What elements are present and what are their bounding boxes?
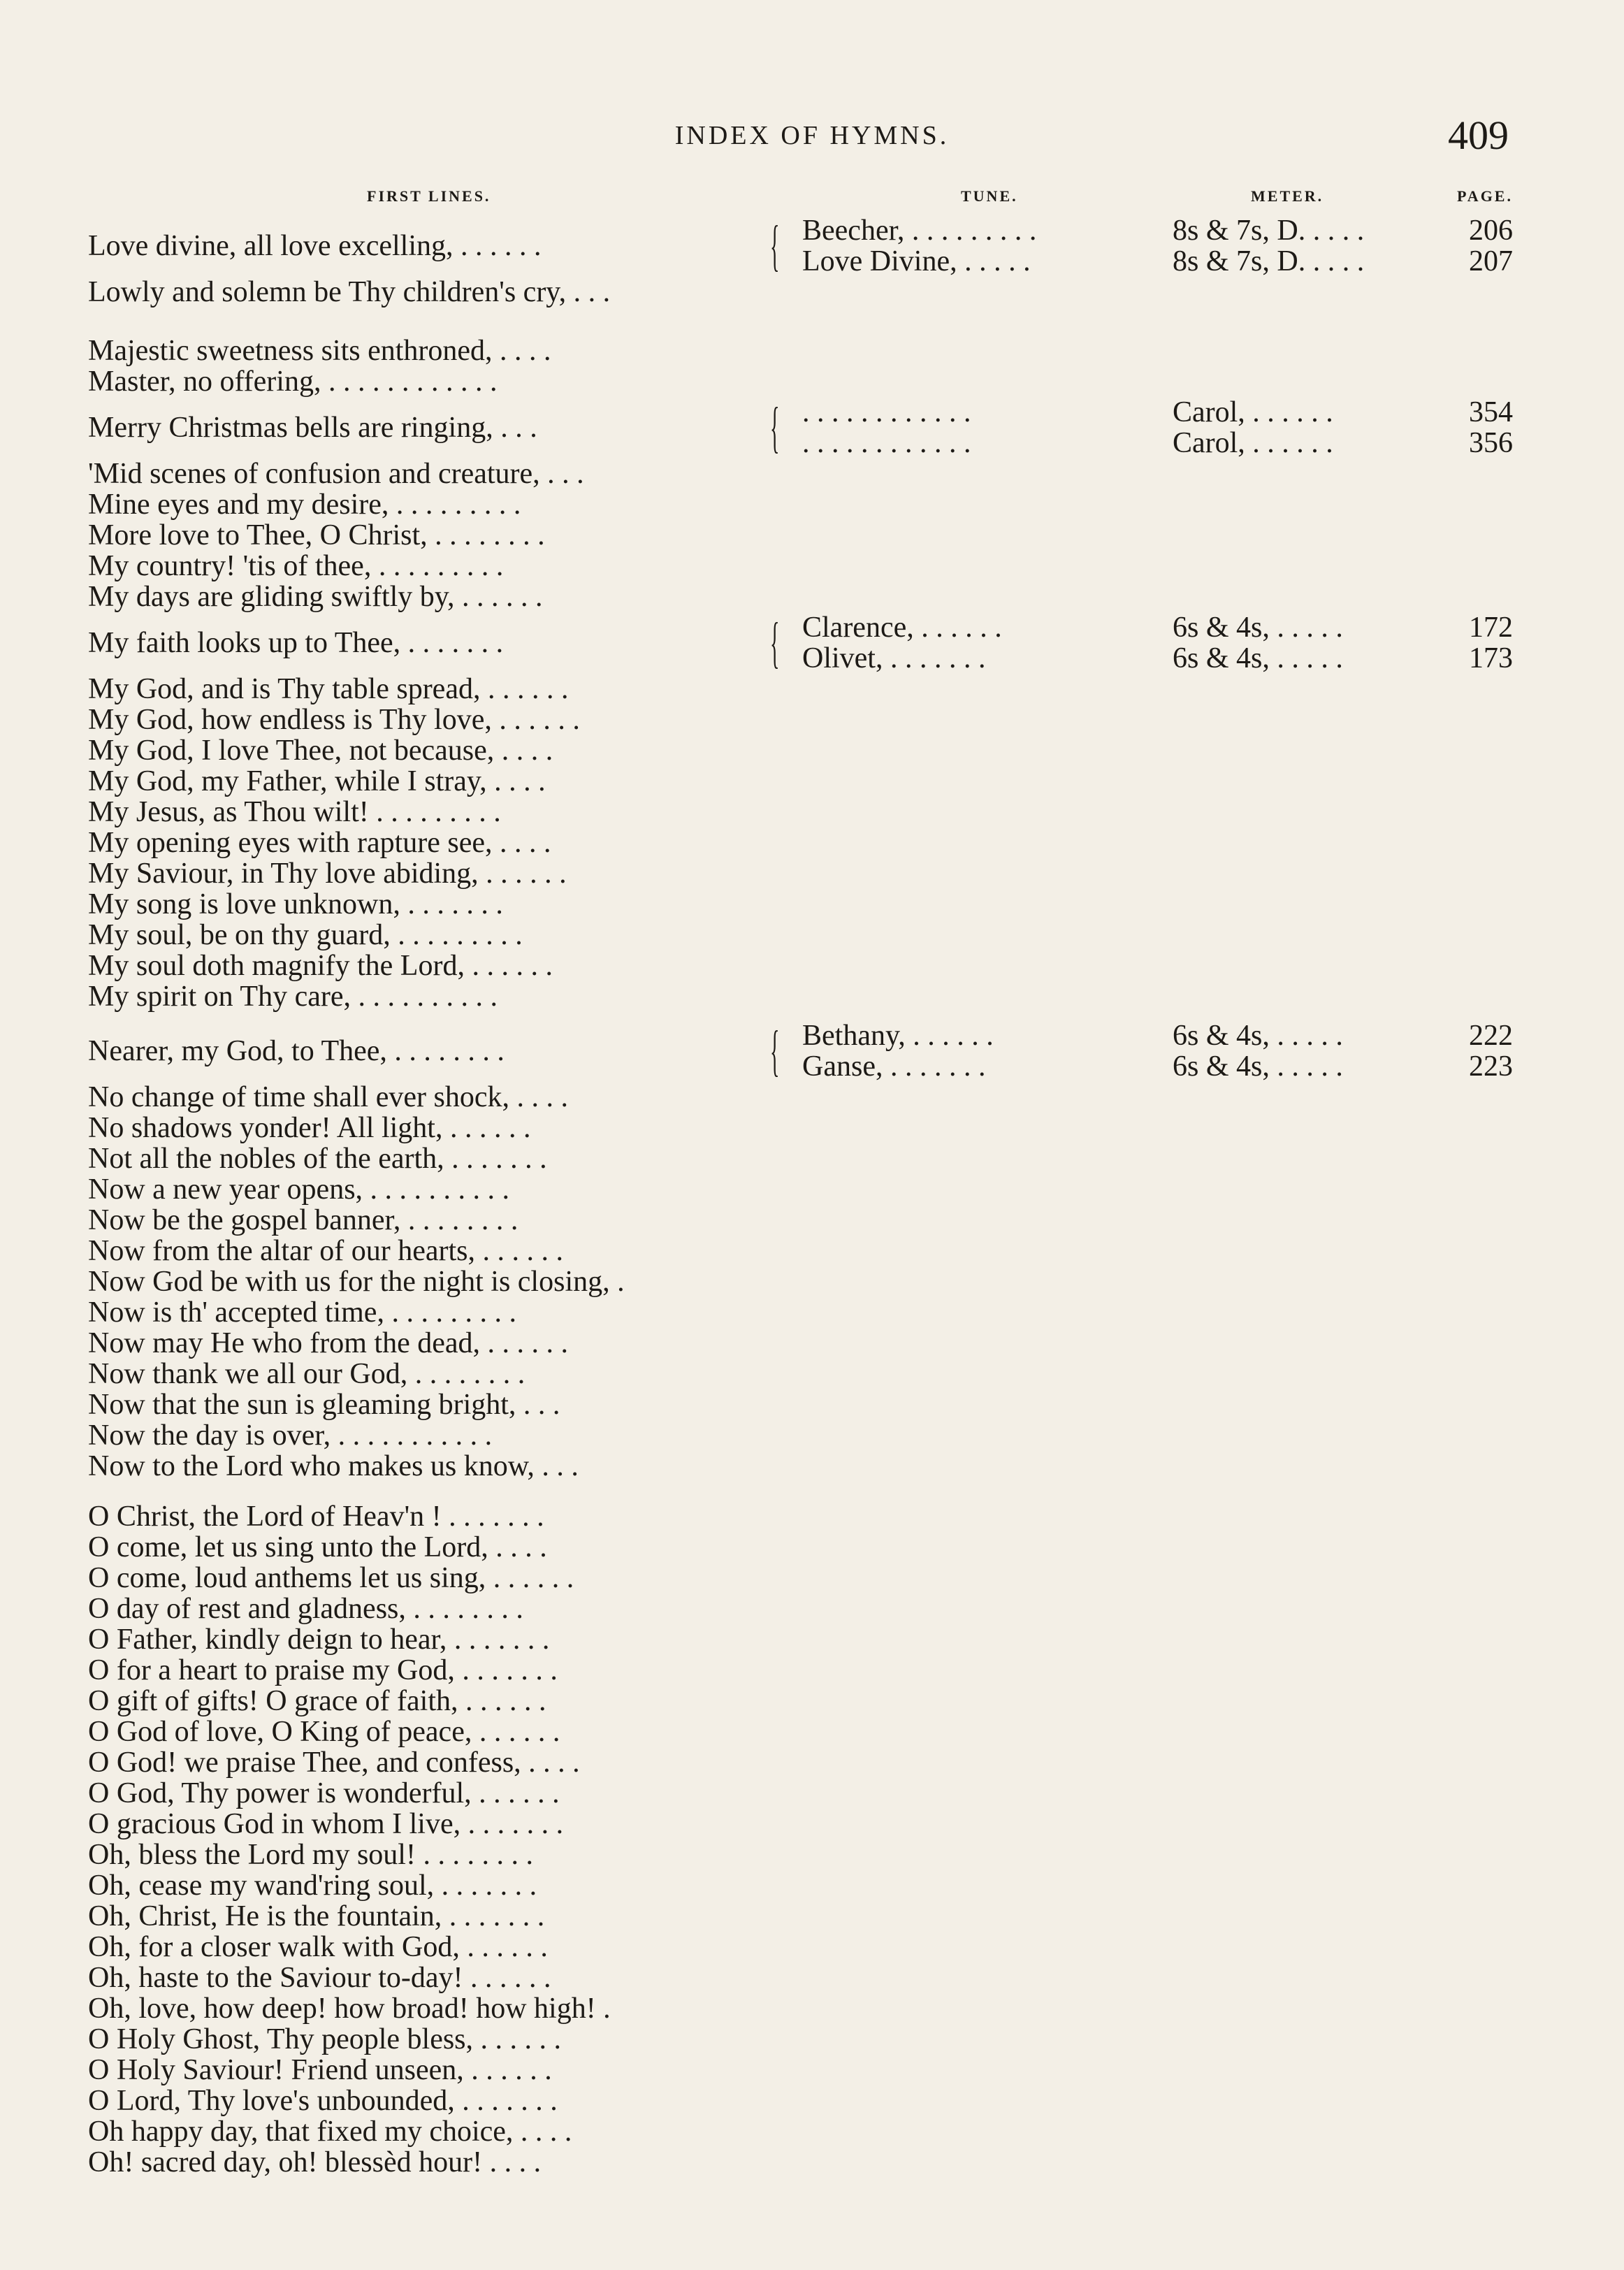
first-line-text: My God, my Father, while I stray, . . . .: [88, 765, 546, 797]
index-entry-row: [0, 889, 1624, 920]
first-line-text: My Saviour, in Thy love abiding, . . . . . .: [88, 858, 567, 890]
meter-value: 8s & 7s, D. . . . .: [1173, 215, 1365, 247]
index-entry-row: [0, 277, 1624, 308]
first-line-text: O Holy Saviour! Friend unseen, . . . . . .: [88, 2054, 552, 2086]
first-line-text: My God, I love Thee, not because, . . . .: [88, 735, 553, 767]
index-entry-row: [0, 1686, 1624, 1716]
first-line-text: My country! 'tis of thee, . . . . . . . . .: [88, 550, 504, 582]
index-entry-row: [0, 1389, 1624, 1420]
index-entry-row: [0, 950, 1624, 981]
meter-cell: [1173, 397, 1466, 458]
index-entry-row: [0, 458, 1624, 489]
first-line-text: No shadows yonder! All light, . . . . . .: [88, 1112, 531, 1144]
first-line-text: Not all the nobles of the earth, . . . . . . .: [88, 1143, 547, 1175]
index-entry-row: [0, 704, 1624, 735]
col-tune: TUNE.: [961, 187, 1018, 205]
first-line-text: Oh, cease my wand'ring soul, . . . . . . .: [88, 1870, 537, 1902]
index-entry-row: [0, 1901, 1624, 1932]
index-entry-row: [0, 1593, 1624, 1624]
page-ref: 207: [1469, 245, 1513, 277]
meter-value: 8s & 7s, D. . . . .: [1173, 245, 1365, 277]
first-line-text: Oh, for a closer walk with God, . . . . . .: [88, 1931, 548, 1963]
first-line-text: Now the day is over, . . . . . . . . . . .: [88, 1419, 493, 1452]
first-line-text: Oh, haste to the Saviour to-day! . . . . . .: [88, 1962, 551, 1994]
page-ref: 173: [1469, 642, 1513, 674]
first-line-text: Lowly and solemn be Thy children's cry, . . .: [88, 276, 611, 308]
first-line-text: Oh, Christ, He is the fountain, . . . . . . .: [88, 1900, 545, 1932]
index-entry-row: [0, 1359, 1624, 1389]
index-entry-row: [0, 735, 1624, 766]
index-entry-row: [0, 1236, 1624, 1266]
first-line-text: Oh, bless the Lord my soul! . . . . . . . .: [88, 1839, 533, 1871]
index-entry-row: [0, 397, 1624, 458]
first-line-text: O day of rest and gladness, . . . . . . . .: [88, 1593, 523, 1625]
meter-cell: [1173, 215, 1466, 277]
index-entry-row: [0, 581, 1624, 612]
first-line-text: O gracious God in whom I live, . . . . . . .: [88, 1808, 564, 1840]
index-entry-row: [0, 215, 1624, 277]
first-line-text: O God, Thy power is wonderful, . . . . . .: [88, 1777, 560, 1809]
index-entry-row: [0, 366, 1624, 397]
first-line-text: O for a heart to praise my God, . . . . . . .: [88, 1654, 558, 1686]
first-line-text: Oh! sacred day, oh! blessèd hour! . . . .: [88, 2146, 542, 2178]
index-entry-row: [0, 1205, 1624, 1236]
first-line-text: Now God be with us for the night is closing, .: [88, 1266, 625, 1298]
first-line-text: O Father, kindly deign to hear, . . . . . . .: [88, 1624, 550, 1656]
index-group-m: [0, 335, 1624, 1012]
first-line-text: Oh happy day, that fixed my choice, . . . .: [88, 2116, 572, 2148]
first-line-text: Mine eyes and my desire, . . . . . . . . .: [88, 489, 521, 521]
index-entry-row: [0, 1778, 1624, 1809]
col-page: PAGE.: [1457, 187, 1513, 205]
index-entry-row: [0, 920, 1624, 950]
index-entry-row: [0, 551, 1624, 581]
tune-name: Beecher, . . . . . . . . .: [802, 215, 1037, 247]
index-group-o: [0, 1501, 1624, 2178]
running-title: INDEX OF HYMNS.: [674, 121, 950, 150]
index-entry-row: [0, 1839, 1624, 1870]
index-entry-row: [0, 1809, 1624, 1839]
first-line-text: Now to the Lord who makes us know, . . .: [88, 1450, 579, 1482]
first-line-text: My days are gliding swiftly by, . . . . . .: [88, 581, 543, 613]
first-line-text: No change of time shall ever shock, . . . .: [88, 1081, 568, 1113]
index-entry-row: [0, 1143, 1624, 1174]
index-entry-row: [0, 1962, 1624, 1993]
index-entry-row: [0, 489, 1624, 520]
index-group-n: [0, 1020, 1624, 1482]
tune-name: . . . . . . . . . . . .: [802, 396, 971, 428]
index-entry-row: [0, 1870, 1624, 1901]
index-entry-row: [0, 1020, 1624, 1082]
meter-value: 6s & 4s, . . . . .: [1173, 1050, 1343, 1083]
index-entry-row: [0, 1266, 1624, 1297]
index-entry-row: [0, 797, 1624, 827]
index-entry-row: [0, 2147, 1624, 2178]
index-entry-row: [0, 335, 1624, 366]
page-cell: [1467, 397, 1513, 458]
first-line-text: Oh, love, how deep! how broad! how high! .: [88, 1993, 611, 2025]
first-line-text: Now be the gospel banner, . . . . . . . .: [88, 1204, 519, 1236]
first-line-text: O God of love, O King of peace, . . . . . .: [88, 1716, 560, 1748]
first-line-text: My soul doth magnify the Lord, . . . . . .: [88, 950, 553, 982]
first-line-text: More love to Thee, O Christ, . . . . . . . .: [88, 519, 545, 551]
page-header: [0, 112, 1624, 168]
index-entry-row: [0, 520, 1624, 551]
index-entry-row: [0, 1113, 1624, 1143]
page-ref: 222: [1469, 1020, 1513, 1052]
first-line-text: Now a new year opens, . . . . . . . . . .: [88, 1173, 510, 1206]
index-entry-row: [0, 1932, 1624, 1962]
page-ref: 206: [1469, 215, 1513, 247]
page-cell: [1467, 1020, 1513, 1082]
index-entry-row: [0, 1563, 1624, 1593]
brace-mark: {: [770, 397, 780, 458]
index-entry-row: [0, 2024, 1624, 2055]
col-first-lines: FIRST LINES.: [367, 187, 491, 205]
index-entry-row: [0, 1532, 1624, 1563]
index-entry-row: [0, 1174, 1624, 1205]
page-ref: 354: [1469, 396, 1513, 428]
tune-cell: [770, 612, 1168, 674]
first-line-text: Now thank we all our God, . . . . . . . .: [88, 1358, 525, 1390]
tune-cell: [770, 215, 1168, 277]
tune-name: . . . . . . . . . . . .: [802, 427, 971, 459]
first-line-text: Love divine, all love excelling, . . . . . .: [88, 230, 542, 262]
index-entry-row: [0, 2116, 1624, 2147]
index-entry-row: [0, 1624, 1624, 1655]
brace-mark: {: [770, 215, 780, 277]
index-entry-row: [0, 1747, 1624, 1778]
page-cell: [1467, 215, 1513, 277]
index-entry-row: [0, 612, 1624, 674]
first-line-text: Merry Christmas bells are ringing, . . .: [88, 412, 537, 444]
tune-name: Ganse, . . . . . . .: [802, 1050, 986, 1083]
first-line-text: Now that the sun is gleaming bright, . . .: [88, 1389, 560, 1421]
index-entry-row: [0, 1501, 1624, 1532]
index-entry-row: [0, 674, 1624, 704]
page-ref: 223: [1469, 1050, 1513, 1083]
index-entry-row: [0, 1297, 1624, 1328]
first-line-text: My faith looks up to Thee, . . . . . . .: [88, 627, 504, 659]
index-entry-row: [0, 1082, 1624, 1113]
meter-value: 6s & 4s, . . . . .: [1173, 1020, 1343, 1052]
first-line-text: My Jesus, as Thou wilt! . . . . . . . . .: [88, 796, 501, 828]
first-line-text: My opening eyes with rapture see, . . . .: [88, 827, 551, 859]
first-line-text: Now from the altar of our hearts, . . . . . .: [88, 1235, 563, 1267]
page-cell: [1467, 612, 1513, 674]
first-line-text: Master, no offering, . . . . . . . . . . . .: [88, 366, 498, 398]
index-entry-row: [0, 2055, 1624, 2085]
index-entry-row: [0, 1716, 1624, 1747]
meter-value: Carol, . . . . . .: [1173, 427, 1333, 459]
first-line-text: My God, how endless is Thy love, . . . . . .: [88, 704, 580, 736]
tune-name: Love Divine, . . . . .: [802, 245, 1031, 277]
index-entry-row: [0, 981, 1624, 1012]
index-entry-row: [0, 1451, 1624, 1482]
first-line-text: Majestic sweetness sits enthroned, . . . .: [88, 335, 551, 367]
first-line-text: O God! we praise Thee, and confess, . . . .: [88, 1747, 580, 1779]
index-entry-row: [0, 1993, 1624, 2024]
tune-name: Olivet, . . . . . . .: [802, 642, 986, 674]
index-entry-row: [0, 766, 1624, 797]
first-line-text: My soul, be on thy guard, . . . . . . . . .: [88, 919, 523, 951]
first-line-text: O come, loud anthems let us sing, . . . . . .: [88, 1562, 574, 1594]
index-entry-row: [0, 858, 1624, 889]
index-entry-row: [0, 2085, 1624, 2116]
tune-name: Bethany, . . . . . .: [802, 1020, 994, 1052]
index-group-l: [0, 215, 1624, 308]
index-entry-row: [0, 1655, 1624, 1686]
page-ref: 356: [1469, 427, 1513, 459]
index-entry-row: [0, 1328, 1624, 1359]
first-line-text: O gift of gifts! O grace of faith, . . . . . .: [88, 1685, 546, 1717]
first-line-text: My song is love unknown, . . . . . . .: [88, 888, 503, 920]
meter-value: 6s & 4s, . . . . .: [1173, 612, 1343, 644]
first-line-text: 'Mid scenes of confusion and creature, . . .: [88, 458, 584, 490]
first-line-text: My God, and is Thy table spread, . . . . . .: [88, 673, 569, 705]
col-meter: METER.: [1251, 187, 1324, 205]
first-line-text: O Holy Ghost, Thy people bless, . . . . . .: [88, 2023, 562, 2055]
first-line-text: Now may He who from the dead, . . . . . .: [88, 1327, 569, 1359]
first-line-text: O come, let us sing unto the Lord, . . . .: [88, 1531, 547, 1563]
tune-name: Clarence, . . . . . .: [802, 612, 1002, 644]
meter-value: 6s & 4s, . . . . .: [1173, 642, 1343, 674]
first-line-text: O Lord, Thy love's unbounded, . . . . . . .: [88, 2085, 558, 2117]
first-line-text: O Christ, the Lord of Heav'n ! . . . . . . .: [88, 1501, 544, 1533]
column-headers: [0, 187, 1624, 215]
brace-mark: {: [770, 612, 780, 674]
brace-mark: {: [770, 1020, 780, 1082]
first-line-text: Nearer, my God, to Thee, . . . . . . . .: [88, 1035, 505, 1067]
page-number: 409: [1448, 113, 1509, 158]
meter-cell: [1173, 612, 1466, 674]
tune-cell: [770, 1020, 1168, 1083]
page-ref: 172: [1469, 612, 1513, 644]
meter-cell: [1173, 1020, 1466, 1082]
first-line-text: Now is th' accepted time, . . . . . . . . .: [88, 1296, 516, 1329]
index-entry-row: [0, 827, 1624, 858]
first-line-text: My spirit on Thy care, . . . . . . . . . .: [88, 981, 498, 1013]
tune-cell: [770, 396, 1168, 459]
index-entry-row: [0, 1420, 1624, 1451]
meter-value: Carol, . . . . . .: [1173, 396, 1333, 428]
